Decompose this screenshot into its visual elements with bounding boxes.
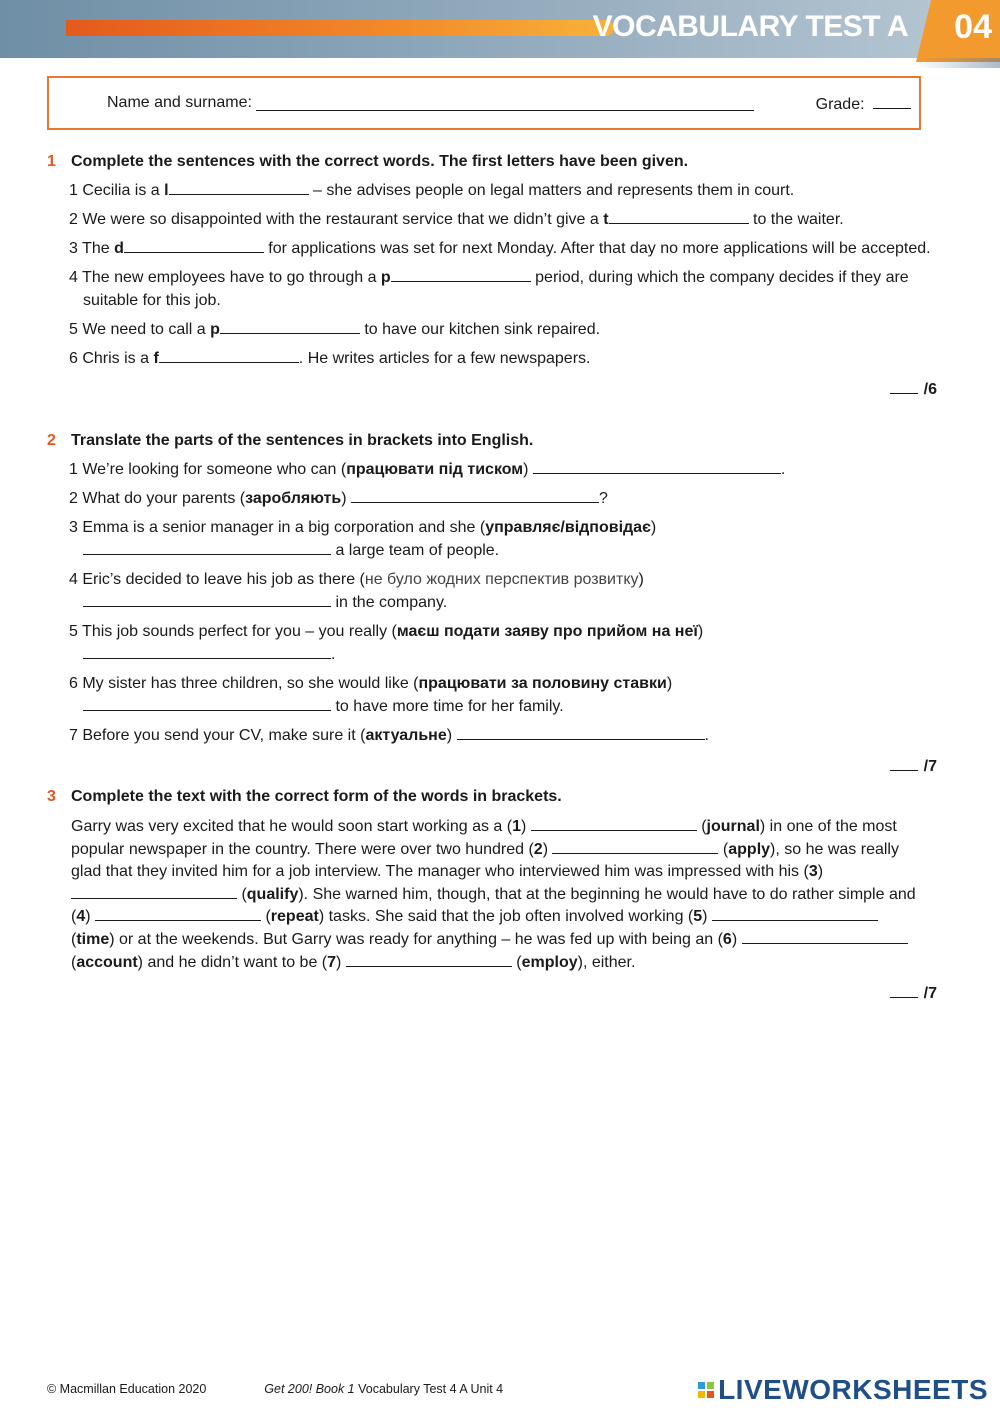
answer-gap[interactable] bbox=[552, 840, 718, 854]
answer-gap[interactable] bbox=[169, 181, 309, 195]
answer-gap[interactable] bbox=[712, 907, 878, 921]
answer-gap[interactable] bbox=[95, 907, 261, 921]
copyright: © Macmillan Education 2020 bbox=[47, 1382, 207, 1396]
answer-gap[interactable] bbox=[609, 210, 749, 224]
answer-gap[interactable] bbox=[83, 645, 331, 659]
section-1-heading bbox=[47, 151, 937, 173]
exercise-item: 3 The d for applications was set for next Monday. After that day no more applications will be accepted. bbox=[69, 240, 931, 257]
section-number: 3 bbox=[47, 788, 56, 805]
score-field[interactable] bbox=[890, 757, 918, 771]
section-instruction: Complete the sentences with the correct words. The first letters have been given. bbox=[71, 153, 689, 170]
answer-gap[interactable] bbox=[531, 817, 697, 831]
exercise-item: 6 My sister has three children, so she would like (працювати за половину ставки) to have more time for her family. bbox=[69, 675, 673, 715]
exercise-item: 4 Eric’s decided to leave his job as there (не було жодних перспектив розвитку) in the company. bbox=[69, 571, 644, 611]
section-3-heading bbox=[47, 786, 937, 808]
exercise-item: 2 What do your parents (заробляють) ? bbox=[69, 490, 608, 507]
score-field[interactable] bbox=[890, 984, 918, 998]
answer-gap[interactable] bbox=[220, 320, 360, 334]
exercise-item: 5 This job sounds perfect for you – you really (маєш подати заяву про прийом на неї) . bbox=[69, 623, 704, 663]
section-number: 2 bbox=[47, 432, 56, 449]
answer-gap[interactable] bbox=[159, 349, 299, 363]
exercise-item: 3 Emma is a senior manager in a big corporation and she (управляє/відповідає) a large team of people. bbox=[69, 519, 657, 559]
header-banner bbox=[0, 0, 1000, 58]
section-2-heading bbox=[47, 430, 937, 452]
unit-number: 04 bbox=[954, 8, 992, 46]
gap-fill-paragraph: Garry was very excited that he would soon start working as a (1) (journal) in one of the most popular newspaper in the country. There were over two hundred (2) (apply), so he was really glad that they invited him for a job interview. The manager who interviewed him was impressed with his (3) (qualify). She warned him, though, that at the beginning he would have to do rather simple and (4) (repeat) tasks. She said that the job often involved working (5) (time) or at the weekends. But Garry was ready for anything – he was fed up with being an (6) (account) and he didn’t want to be (7) (employ), either. bbox=[71, 818, 916, 971]
liveworksheets-logo[interactable] bbox=[698, 1374, 988, 1406]
section-3 bbox=[47, 786, 937, 1003]
section-instruction: Complete the text with the correct form of the words in brackets. bbox=[71, 788, 562, 805]
section-number: 1 bbox=[47, 153, 56, 170]
badge-shadow bbox=[916, 58, 1000, 68]
logo-squares-icon bbox=[698, 1382, 714, 1398]
section-score: /6 bbox=[47, 380, 937, 399]
answer-gap[interactable] bbox=[83, 697, 331, 711]
answer-gap[interactable] bbox=[346, 953, 512, 967]
student-info-box bbox=[47, 76, 921, 130]
answer-gap[interactable] bbox=[742, 930, 908, 944]
answer-gap[interactable] bbox=[391, 268, 531, 282]
section-2 bbox=[47, 430, 937, 776]
name-field[interactable] bbox=[256, 95, 754, 111]
page-footer bbox=[47, 1382, 503, 1396]
exercise-item: 1 We’re looking for someone who can (працювати під тиском) . bbox=[69, 461, 786, 478]
section-score: /7 bbox=[47, 984, 937, 1003]
name-label: Name and surname: bbox=[107, 94, 252, 111]
answer-gap[interactable] bbox=[83, 593, 331, 607]
answer-gap[interactable] bbox=[83, 541, 331, 555]
header-stripe bbox=[66, 20, 614, 36]
section-1 bbox=[47, 151, 937, 399]
exercise-item: 4 The new employees have to go through a p period, during which the company decides if they are suitable for this job. bbox=[69, 269, 909, 309]
answer-gap[interactable] bbox=[124, 239, 264, 253]
exercise-item: 6 Chris is a f . He writes articles for a few newspapers. bbox=[69, 350, 591, 367]
grade-field[interactable] bbox=[873, 93, 911, 109]
exercise-item: 1 Cecilia is a l – she advises people on legal matters and represents them in court. bbox=[69, 182, 795, 199]
logo-text: LIVEWORKSHEETS bbox=[718, 1374, 988, 1405]
answer-gap[interactable] bbox=[71, 885, 237, 899]
grade-wrap bbox=[816, 93, 911, 114]
grade-label: Grade: bbox=[815, 95, 865, 113]
exercise-item: 7 Before you send your CV, make sure it (актуальне) . bbox=[69, 727, 709, 744]
answer-gap[interactable] bbox=[351, 489, 599, 503]
page-title: VOCABULARY TEST A bbox=[592, 10, 908, 43]
score-field[interactable] bbox=[890, 380, 918, 394]
answer-gap[interactable] bbox=[457, 726, 705, 740]
answer-gap[interactable] bbox=[533, 460, 781, 474]
section-instruction: Translate the parts of the sentences in brackets into English. bbox=[71, 432, 534, 449]
exercise-item: 2 We were so disappointed with the restaurant service that we didn’t give a t to the waiter. bbox=[69, 211, 844, 228]
exercise-item: 5 We need to call a p to have our kitchen sink repaired. bbox=[69, 321, 601, 338]
book-reference: Get 200! Book 1 Vocabulary Test 4 A Unit 4 bbox=[264, 1382, 504, 1396]
section-score: /7 bbox=[47, 757, 937, 776]
